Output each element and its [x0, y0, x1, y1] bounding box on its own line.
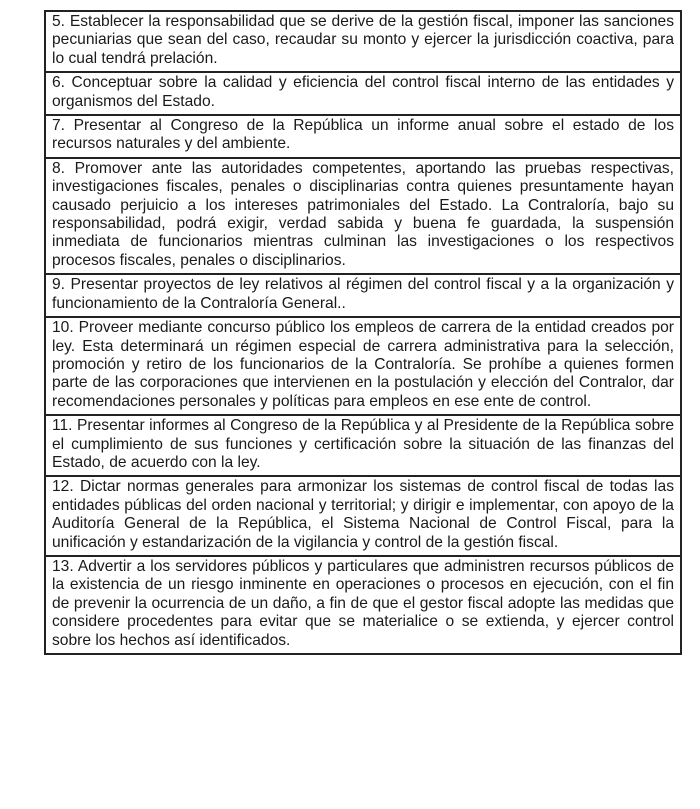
function-item-7: 7. Presentar al Congreso de la República un informe anual sobre el estado de los recursos naturales y del ambiente. — [45, 115, 681, 158]
functions-table — [44, 10, 682, 655]
function-item-10: 10. Proveer mediante concurso público los empleos de carrera de la entidad creados por ley. Esta determinará un régimen especial de carrera administrativa para la selección, promoción y retiro de los funcionarios de la Contraloría. Se prohíbe a quienes formen parte de las corporaciones que intervienen en la postulación y elección del Contralor, dar recomendaciones personales y políticas para empleos en ese ente de control. — [45, 317, 681, 415]
function-item-11: 11. Presentar informes al Congreso de la República y al Presidente de la República sobre el cumplimiento de sus funciones y certificación sobre la situación de las finanzas del Estado, de acuerdo con la ley. — [45, 415, 681, 476]
function-item-6: 6. Conceptuar sobre la calidad y eficiencia del control fiscal interno de las entidades y organismos del Estado. — [45, 72, 681, 115]
function-item-8: 8. Promover ante las autoridades competentes, aportando las pruebas respectivas, investigaciones fiscales, penales o disciplinarias contra quienes presuntamente hayan causado perjuicio a los intereses patrimoniales del Estado. La Contraloría, bajo su responsabilidad, podrá exigir, verdad sabida y buena fe guardada, la suspensión inmediata de funcionarios mientras culminan las investigaciones o los respectivos procesos fiscales, penales o disciplinarios. — [45, 158, 681, 274]
function-item-5: 5. Establecer la responsabilidad que se derive de la gestión fiscal, imponer las sanciones pecuniarias que sean del caso, recaudar su monto y ejercer la jurisdicción coactiva, para lo cual tendrá prelación. — [45, 11, 681, 72]
table-row — [45, 476, 681, 556]
table-row — [45, 158, 681, 274]
function-item-9: 9. Presentar proyectos de ley relativos al régimen del control fiscal y a la organización y funcionamiento de la Contraloría General.. — [45, 274, 681, 317]
function-item-12: 12. Dictar normas generales para armonizar los sistemas de control fiscal de todas las entidades públicas del orden nacional y territorial; y dirigir e implementar, con apoyo de la Auditoría General de la República, el Sistema Nacional de Control Fiscal, para la unificación y estandarización de la vigilancia y control de la gestión fiscal. — [45, 476, 681, 556]
table-row — [45, 11, 681, 72]
table-row — [45, 72, 681, 115]
document-page — [44, 10, 682, 655]
table-row — [45, 415, 681, 476]
table-row — [45, 115, 681, 158]
function-item-13: 13. Advertir a los servidores públicos y particulares que administren recursos públicos de la existencia de un riesgo inminente en operaciones o procesos en ejecución, con el fin de prevenir la ocurrencia de un daño, a fin de que el gestor fiscal adopte las medidas que considere procedentes para evitar que se materialice o se extienda, y ejercer control sobre los hechos así identificados. — [45, 556, 681, 654]
table-row — [45, 274, 681, 317]
table-row — [45, 317, 681, 415]
table-row — [45, 556, 681, 654]
